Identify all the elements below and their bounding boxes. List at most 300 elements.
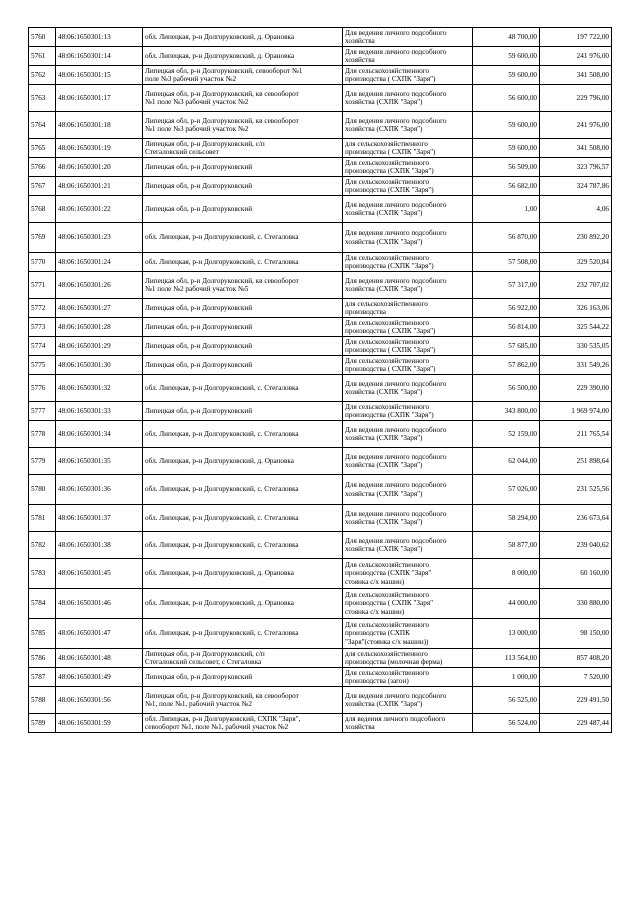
cadastral-value-cell: 857 408,20	[540, 649, 612, 668]
land-use-cell	[343, 177, 473, 196]
table-row	[29, 505, 612, 532]
land-use-line: производства (СХПК "Заря"	[345, 569, 432, 578]
cadastral-value-cell: 229 487,44	[540, 714, 612, 733]
cadastral-value-cell: 7 520,00	[540, 668, 612, 687]
land-use-cell	[343, 649, 473, 668]
address-line: Липецкая обл, р-н Долгоруковский, кв севооборот	[145, 116, 299, 125]
land-use-cell	[343, 589, 473, 619]
row-number-cell: 5775	[29, 356, 56, 375]
cadastral-number-cell: 48:06:1650301:24	[56, 253, 143, 272]
row-number-cell: 5774	[29, 337, 56, 356]
table-row	[29, 66, 612, 85]
cadastral-number-cell: 48:06:1650301:36	[56, 475, 143, 505]
cadastral-value-cell: 329 520,84	[540, 253, 612, 272]
land-use-line: производства (СХПК "Заря")	[345, 186, 434, 194]
land-use-line: Для ведения личного подсобного	[345, 89, 447, 98]
row-number-cell: 5780	[29, 475, 56, 505]
address-line: Липецкая обл, р-н Долгоруковский, кв севооборот	[145, 691, 299, 700]
land-use-cell	[343, 505, 473, 532]
row-number-cell: 5777	[29, 402, 56, 421]
row-number-cell: 5772	[29, 299, 56, 318]
land-use-line: хозяйства (СХПК "Заря")	[345, 388, 423, 396]
land-plots-table	[28, 27, 612, 733]
land-use-line: хозяйства	[345, 56, 375, 64]
table-row	[29, 158, 612, 177]
land-use-line: Для сельскохозяйственного	[345, 561, 430, 570]
land-use-cell	[343, 47, 473, 66]
row-number-cell: 5773	[29, 318, 56, 337]
land-use-cell	[343, 318, 473, 337]
address-cell	[143, 253, 343, 272]
area-cell: 57 685,00	[473, 337, 540, 356]
area-cell: 56 524,00	[473, 714, 540, 733]
land-use-line: Для ведения личного подсобного	[345, 200, 447, 209]
area-cell: 59 600,00	[473, 139, 540, 158]
address-cell	[143, 619, 343, 649]
address-cell	[143, 714, 343, 733]
row-number-cell: 5781	[29, 505, 56, 532]
land-use-line: стоянка с/х машин)	[345, 607, 405, 616]
row-number-cell: 5768	[29, 196, 56, 223]
address-line: обл. Липецкая, р-н Долгоруковский, д. Ораповка	[145, 599, 294, 608]
table-row	[29, 28, 612, 47]
land-use-line: производства ( СХПК "Заря")	[345, 327, 436, 335]
address-line: Липецкая обл, р-н Долгоруковский	[145, 406, 253, 415]
area-cell: 56 600,00	[473, 85, 540, 112]
address-cell	[143, 356, 343, 375]
land-use-line: производства	[345, 308, 386, 316]
address-cell	[143, 28, 343, 47]
address-cell	[143, 85, 343, 112]
row-number-cell: 5788	[29, 687, 56, 714]
address-cell	[143, 375, 343, 402]
land-use-line: хозяйства (СХПК "Заря")	[345, 237, 423, 246]
cadastral-value-cell: 323 796,57	[540, 158, 612, 177]
area-cell: 58 294,00	[473, 505, 540, 532]
land-use-line: Для ведения личного подсобного	[345, 116, 447, 125]
cadastral-value-cell: 251 898,64	[540, 448, 612, 475]
land-use-cell	[343, 28, 473, 47]
table-row	[29, 475, 612, 505]
land-use-line: для сельскохозяйственного	[345, 299, 428, 308]
address-line: Липецкая обл, р-н Долгоруковский, с/п	[145, 649, 265, 658]
cadastral-value-cell: 229 491,50	[540, 687, 612, 714]
cadastral-number-cell: 48:06:1650301:19	[56, 139, 143, 158]
address-cell	[143, 475, 343, 505]
land-use-line: хозяйства	[345, 723, 375, 731]
row-number-cell: 5779	[29, 448, 56, 475]
address-cell	[143, 687, 343, 714]
row-number-cell: 5785	[29, 619, 56, 649]
land-use-cell	[343, 402, 473, 421]
land-use-line: хозяйства (СХПК "Заря")	[345, 125, 423, 133]
cadastral-number-cell: 48:06:1650301:15	[56, 66, 143, 85]
area-cell: 13 000,00	[473, 619, 540, 649]
area-cell: 57 508,00	[473, 253, 540, 272]
cadastral-number-cell: 48:06:1650301:30	[56, 356, 143, 375]
area-cell: 52 159,00	[473, 421, 540, 448]
address-line: Липецкая обл, р-н Долгоруковский, севооборот №1	[145, 66, 303, 75]
cadastral-value-cell: 229 390,00	[540, 375, 612, 402]
land-use-cell	[343, 714, 473, 733]
land-use-cell	[343, 139, 473, 158]
table-row	[29, 375, 612, 402]
address-line: №1 поле №2 рабочий участок №5	[145, 285, 249, 293]
area-cell: 62 044,00	[473, 448, 540, 475]
address-line: Липецкая обл, р-н Долгоруковский, с/п	[145, 139, 265, 148]
cadastral-number-cell: 48:06:1650301:29	[56, 337, 143, 356]
address-line: севооборот №1, поле №1, рабочий участок №2	[145, 723, 289, 731]
address-cell	[143, 649, 343, 668]
address-line: Стегаловский сельсовет, с Стегаловка	[145, 658, 262, 666]
table-row	[29, 253, 612, 272]
land-use-line: производства (загон)	[345, 677, 409, 685]
cadastral-number-cell: 48:06:1650301:33	[56, 402, 143, 421]
table-row	[29, 402, 612, 421]
area-cell: 56 922,00	[473, 299, 540, 318]
land-use-cell	[343, 421, 473, 448]
address-cell	[143, 66, 343, 85]
land-use-cell	[343, 158, 473, 177]
land-use-cell	[343, 85, 473, 112]
land-use-line: Для ведения личного подсобного	[345, 481, 447, 490]
address-line: №1, поле №1, рабочий участок №2	[145, 700, 252, 708]
table-row	[29, 532, 612, 559]
land-use-cell	[343, 375, 473, 402]
address-line: обл. Липецкая, р-н Долгоруковский, д. Орановка	[145, 51, 295, 60]
address-line: №1 поле №3 рабочий участок №2	[145, 125, 249, 133]
table-row	[29, 356, 612, 375]
address-line: Липецкая обл, р-н Долгоруковский, кв севооборот	[145, 276, 299, 285]
land-use-line: производства ( СХПК "Заря")	[345, 365, 436, 373]
cadastral-number-cell: 48:06:1650301:21	[56, 177, 143, 196]
row-number-cell: 5787	[29, 668, 56, 687]
land-use-line: хозяйства (СХПК "Заря")	[345, 434, 423, 442]
cadastral-value-cell: 98 150,00	[540, 619, 612, 649]
area-cell: 343 800,00	[473, 402, 540, 421]
row-number-cell: 5786	[29, 649, 56, 668]
address-line: обл. Липецкая, р-н Долгоруковский, с. Стегаловка	[145, 540, 299, 549]
cadastral-value-cell: 1 969 974,00	[540, 402, 612, 421]
cadastral-number-cell: 48:06:1650301:22	[56, 196, 143, 223]
area-cell: 56 814,00	[473, 318, 540, 337]
cadastral-value-cell: 324 787,86	[540, 177, 612, 196]
address-line: обл. Липецкая, р-н Долгоруковский, д. Орановка	[145, 32, 295, 41]
land-use-line: стоянка с/х машин)	[345, 577, 405, 586]
row-number-cell: 5782	[29, 532, 56, 559]
land-use-line: хозяйства (СХПК "Заря")	[345, 209, 423, 217]
cadastral-number-cell: 48:06:1650301:14	[56, 47, 143, 66]
cadastral-value-cell: 231 525,56	[540, 475, 612, 505]
address-line: обл. Липецкая, р-н Долгоруковский, с. Стегаловка	[145, 629, 299, 638]
address-line: обл. Липецкая, р-н Долгоруковский, д. Ораповка	[145, 456, 294, 465]
table-row	[29, 139, 612, 158]
land-use-line: производства (СХПК "Заря")	[345, 411, 434, 419]
land-use-line: хозяйства (СХПК "Заря")	[345, 700, 423, 708]
address-line: Липецкая обл, р-н Долгоруковский	[145, 360, 253, 369]
land-use-line: хозяйства (СХПК "Заря")	[345, 518, 423, 526]
cadastral-number-cell: 48:06:1650301:28	[56, 318, 143, 337]
cadastral-number-cell: 48:06:1650301:56	[56, 687, 143, 714]
address-line: Липецкая обл, р-н Долгоруковский	[145, 303, 253, 312]
address-cell	[143, 448, 343, 475]
address-line: обл. Липецкая, р-н Долгоруковский, д. Ораповка	[145, 569, 294, 578]
area-cell: 56 870,00	[473, 223, 540, 253]
land-use-line: Для ведения личного подсобного	[345, 691, 447, 700]
address-line: обл. Липецкая, р-н Долгоруковский, с. Стегаловка	[145, 383, 299, 392]
land-use-cell	[343, 619, 473, 649]
land-use-line: производства (СХПК	[345, 629, 410, 638]
address-cell	[143, 139, 343, 158]
area-cell: 56 500,00	[473, 375, 540, 402]
row-number-cell: 5784	[29, 589, 56, 619]
row-number-cell: 5783	[29, 559, 56, 589]
land-plots-table-page	[28, 27, 611, 733]
cadastral-value-cell: 241 976,00	[540, 112, 612, 139]
land-use-line: производства ( СХПК "Заря")	[345, 346, 436, 354]
address-line: обл. Липецкая, р-н Долгоруковский, с. Стегаловка	[145, 233, 299, 242]
area-cell: 44 000,00	[473, 589, 540, 619]
address-cell	[143, 112, 343, 139]
address-cell	[143, 196, 343, 223]
address-line: обл. Липецкая, р-н Долгоруковский, с. Стегаловка	[145, 257, 299, 266]
cadastral-number-cell: 48:06:1650301:49	[56, 668, 143, 687]
cadastral-value-cell: 326 163,06	[540, 299, 612, 318]
cadastral-value-cell: 4,06	[540, 196, 612, 223]
table-row	[29, 112, 612, 139]
address-line: Липецкая обл, р-н Долгоруковский	[145, 341, 253, 350]
land-use-cell	[343, 356, 473, 375]
row-number-cell: 5767	[29, 177, 56, 196]
area-cell: 59 600,00	[473, 112, 540, 139]
land-use-line: производства (СХПК "Заря")	[345, 262, 434, 270]
land-use-line: производства ( СХПК "Заря")	[345, 148, 436, 156]
address-cell	[143, 505, 343, 532]
land-use-line: производства ( СХПК "Заря")	[345, 75, 436, 83]
land-use-line: Для сельскохозяйственного	[345, 253, 430, 262]
land-use-line: Для сельскохозяйственного	[345, 177, 430, 186]
cadastral-number-cell: 48:06:1650301:20	[56, 158, 143, 177]
address-cell	[143, 318, 343, 337]
address-line: Липецкая обл, р-н Долгоруковский	[145, 162, 253, 171]
address-line: Липецкая обл, р-н Долгоруковский	[145, 322, 253, 331]
land-use-line: хозяйства (СХПК "Заря")	[345, 545, 423, 553]
land-use-line: Для ведения личного подсобного	[345, 229, 447, 238]
cadastral-number-cell: 48:06:1650301:38	[56, 532, 143, 559]
table-row	[29, 196, 612, 223]
area-cell: 8 000,00	[473, 559, 540, 589]
cadastral-number-cell: 48:06:1650301:17	[56, 85, 143, 112]
cadastral-number-cell: 48:06:1650301:59	[56, 714, 143, 733]
area-cell: 59 600,00	[473, 47, 540, 66]
area-cell: 1,00	[473, 196, 540, 223]
land-use-line: Для ведения личного подсобного	[345, 379, 447, 388]
area-cell: 56 525,00	[473, 687, 540, 714]
address-cell	[143, 402, 343, 421]
address-cell	[143, 559, 343, 589]
table-row	[29, 687, 612, 714]
area-cell: 48 700,00	[473, 28, 540, 47]
row-number-cell: 5771	[29, 272, 56, 299]
land-use-line: Для ведения личного подсобного	[345, 47, 447, 56]
row-number-cell: 5764	[29, 112, 56, 139]
address-cell	[143, 668, 343, 687]
land-use-cell	[343, 559, 473, 589]
address-line: Липецкая обл, р-н Долгоруковский, кв севооборот	[145, 89, 299, 98]
land-use-cell	[343, 448, 473, 475]
address-cell	[143, 272, 343, 299]
land-use-cell	[343, 66, 473, 85]
table-row	[29, 421, 612, 448]
cadastral-value-cell: 241 976,00	[540, 47, 612, 66]
cadastral-value-cell: 331 549,26	[540, 356, 612, 375]
land-use-cell	[343, 475, 473, 505]
address-line: обл. Липецкая, р-н Долгоруковский, с. Стегаловка	[145, 513, 299, 522]
address-cell	[143, 47, 343, 66]
table-row	[29, 47, 612, 66]
land-use-line: для ведения личного подсобного	[345, 714, 446, 723]
table-row	[29, 85, 612, 112]
address-cell	[143, 223, 343, 253]
area-cell: 57 026,00	[473, 475, 540, 505]
table-row	[29, 272, 612, 299]
cadastral-number-cell: 48:06:1650301:47	[56, 619, 143, 649]
land-use-line: Для сельскохозяйственного	[345, 356, 430, 365]
table-row	[29, 318, 612, 337]
table-body	[29, 28, 612, 733]
land-use-line: "Заря"(стоянка с/х машин))	[345, 637, 429, 646]
area-cell: 57 862,00	[473, 356, 540, 375]
row-number-cell: 5763	[29, 85, 56, 112]
land-use-cell	[343, 337, 473, 356]
area-cell: 57 317,00	[473, 272, 540, 299]
land-use-cell	[343, 299, 473, 318]
cadastral-number-cell: 48:06:1650301:46	[56, 589, 143, 619]
land-use-line: Для сельскохозяйственного	[345, 66, 430, 75]
land-use-line: Для сельскохозяйственного	[345, 402, 430, 411]
land-use-line: производства (СХПК "Заря")	[345, 167, 434, 175]
row-number-cell: 5766	[29, 158, 56, 177]
land-use-line: хозяйства (СХПК "Заря")	[345, 285, 423, 293]
land-use-line: для сельскохозяйственного	[345, 139, 428, 148]
land-use-cell	[343, 668, 473, 687]
address-line: обл. Липецкая, р-н Долгоруковский, с. Стегаловка	[145, 485, 299, 494]
land-use-line: Для ведения личного подсобного	[345, 28, 447, 37]
land-use-line: Для сельскохозяйственного	[345, 158, 430, 167]
address-cell	[143, 299, 343, 318]
address-line: обл. Липецкая, р-н Долгоруковский, СХПК "Заря",	[145, 714, 301, 723]
table-row	[29, 177, 612, 196]
table-row	[29, 337, 612, 356]
table-row	[29, 589, 612, 619]
cadastral-value-cell: 211 765,54	[540, 421, 612, 448]
land-use-cell	[343, 196, 473, 223]
cadastral-number-cell: 48:06:1650301:45	[56, 559, 143, 589]
land-use-line: Для сельскохозяйственного	[345, 591, 430, 600]
row-number-cell: 5770	[29, 253, 56, 272]
table-row	[29, 714, 612, 733]
cadastral-value-cell: 236 673,64	[540, 505, 612, 532]
land-use-line: Для ведения личного подсобного	[345, 536, 447, 545]
land-use-cell	[343, 112, 473, 139]
row-number-cell: 5762	[29, 66, 56, 85]
table-row	[29, 223, 612, 253]
land-use-line: хозяйства (СХПК "Заря")	[345, 489, 423, 498]
row-number-cell: 5789	[29, 714, 56, 733]
land-use-line: хозяйства (СХПК "Заря")	[345, 98, 423, 106]
table-row	[29, 448, 612, 475]
land-use-line: Для сельскохозяйственного	[345, 621, 430, 630]
cadastral-value-cell: 239 040,62	[540, 532, 612, 559]
table-row	[29, 649, 612, 668]
cadastral-number-cell: 48:06:1650301:32	[56, 375, 143, 402]
area-cell: 58 877,00	[473, 532, 540, 559]
cadastral-number-cell: 48:06:1650301:27	[56, 299, 143, 318]
land-use-line: Для сельскохозяйственного	[345, 337, 430, 346]
land-use-line: Для ведения личного подсобного	[345, 425, 447, 434]
table-row	[29, 668, 612, 687]
land-use-line: Для ведения личного подсобного	[345, 276, 447, 285]
cadastral-number-cell: 48:06:1650301:37	[56, 505, 143, 532]
address-line: Липецкая обл, р-н Долгоруковский	[145, 181, 253, 190]
table-row	[29, 299, 612, 318]
cadastral-number-cell: 48:06:1650301:35	[56, 448, 143, 475]
address-cell	[143, 532, 343, 559]
cadastral-value-cell: 232 707,02	[540, 272, 612, 299]
cadastral-number-cell: 48:06:1650301:26	[56, 272, 143, 299]
cadastral-value-cell: 330 880,00	[540, 589, 612, 619]
cadastral-value-cell: 60 160,00	[540, 559, 612, 589]
cadastral-value-cell: 197 722,00	[540, 28, 612, 47]
row-number-cell: 5760	[29, 28, 56, 47]
address-cell	[143, 158, 343, 177]
row-number-cell: 5769	[29, 223, 56, 253]
cadastral-value-cell: 341 508,00	[540, 66, 612, 85]
address-cell	[143, 337, 343, 356]
address-line: Стегаловский сельсовет	[145, 148, 219, 156]
land-use-cell	[343, 253, 473, 272]
land-use-cell	[343, 272, 473, 299]
area-cell: 113 564,00	[473, 649, 540, 668]
land-use-line: производства ( СХПК "Заря"	[345, 599, 434, 608]
row-number-cell: 5765	[29, 139, 56, 158]
address-cell	[143, 177, 343, 196]
cadastral-value-cell: 229 796,00	[540, 85, 612, 112]
cadastral-number-cell: 48:06:1650301:23	[56, 223, 143, 253]
address-line: Липецкая обл, р-н Долгоруковский	[145, 672, 253, 681]
land-use-cell	[343, 687, 473, 714]
area-cell: 1 000,00	[473, 668, 540, 687]
land-use-cell	[343, 223, 473, 253]
cadastral-number-cell: 48:06:1650301:18	[56, 112, 143, 139]
table-row	[29, 559, 612, 589]
land-use-line: хозяйства (СХПК "Заря")	[345, 461, 423, 469]
cadastral-number-cell: 48:06:1650301:48	[56, 649, 143, 668]
cadastral-value-cell: 341 508,00	[540, 139, 612, 158]
land-use-line: Для ведения личного подсобного	[345, 452, 447, 461]
area-cell: 56 509,00	[473, 158, 540, 177]
cadastral-value-cell: 330 535,05	[540, 337, 612, 356]
area-cell: 59 600,00	[473, 66, 540, 85]
address-line: обл. Липецкая, р-н Долгоруковский, с. Стегаловка	[145, 429, 299, 438]
land-use-line: для сельскохозяйственного	[345, 649, 428, 658]
cadastral-number-cell: 48:06:1650301:34	[56, 421, 143, 448]
address-cell	[143, 589, 343, 619]
cadastral-value-cell: 325 544,22	[540, 318, 612, 337]
land-use-cell	[343, 532, 473, 559]
land-use-line: Для сельскохозяйственного	[345, 668, 430, 677]
land-use-line: хозяйства	[345, 37, 375, 45]
